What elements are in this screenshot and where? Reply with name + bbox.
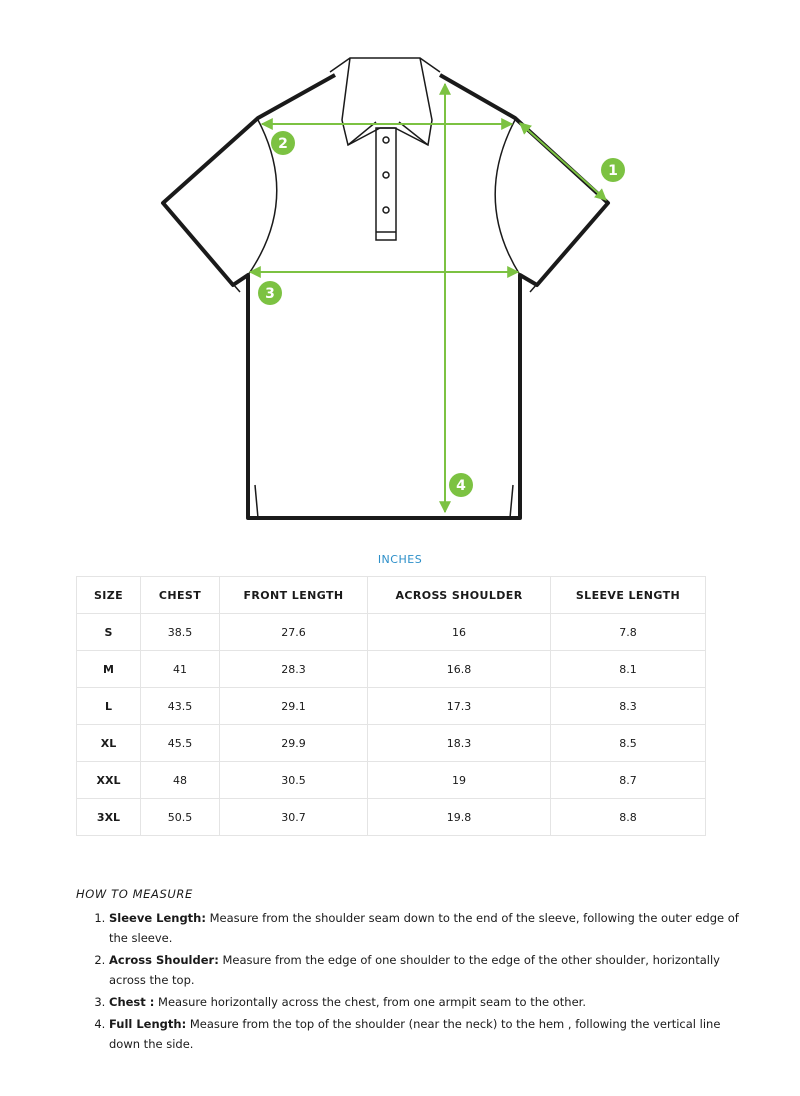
- list-item-sep: :: [214, 953, 219, 967]
- table-row: [77, 762, 706, 799]
- marker-2-label: 2: [278, 136, 288, 152]
- polo-shirt-diagram: [0, 0, 800, 540]
- how-to-measure-list: [76, 908, 739, 1056]
- list-item: [109, 1014, 739, 1054]
- list-item-sep: :: [181, 1017, 187, 1031]
- list-item: [109, 908, 739, 948]
- across-shoulder-cell: 16.8: [368, 651, 551, 688]
- front-length-cell: 29.1: [220, 688, 368, 725]
- sleeve-length-cell: 8.8: [551, 799, 706, 836]
- measure-lines: [250, 84, 606, 512]
- header-size: SIZE: [77, 577, 141, 614]
- list-item: [109, 950, 739, 990]
- marker-4: [449, 473, 473, 497]
- size-cell: XL: [77, 725, 141, 762]
- list-item-sep: :: [145, 995, 155, 1009]
- across-shoulder-cell: 16: [368, 614, 551, 651]
- header-chest: CHEST: [141, 577, 220, 614]
- across-shoulder-cell: 18.3: [368, 725, 551, 762]
- front-length-cell: 30.5: [220, 762, 368, 799]
- size-cell: 3XL: [77, 799, 141, 836]
- size-cell: L: [77, 688, 141, 725]
- chest-cell: 38.5: [141, 614, 220, 651]
- button-top: [383, 137, 389, 143]
- marker-3: [258, 281, 282, 305]
- list-item-label: Chest: [109, 995, 146, 1009]
- header-sleeve-length: SLEEVE LENGTH: [551, 577, 706, 614]
- sleeve-length-cell: 7.8: [551, 614, 706, 651]
- across-shoulder-cell: 19: [368, 762, 551, 799]
- marker-4-label: 4: [456, 478, 466, 494]
- size-cell: M: [77, 651, 141, 688]
- across-shoulder-cell: 17.3: [368, 688, 551, 725]
- header-front-length: FRONT LENGTH: [220, 577, 368, 614]
- size-cell: XXL: [77, 762, 141, 799]
- size-chart-table: [76, 576, 706, 836]
- list-item-text: Measure from the edge of one shoulder to the edge of the other shoulder, horizontally across the top.: [109, 953, 720, 987]
- front-length-cell: 28.3: [220, 651, 368, 688]
- table-row: [77, 725, 706, 762]
- sleeve-length-cell: 8.1: [551, 651, 706, 688]
- shirt-details: [170, 58, 600, 518]
- table-row: [77, 799, 706, 836]
- list-item-text: Measure horizontally across the chest, from one armpit seam to the other.: [154, 995, 586, 1009]
- chest-cell: 43.5: [141, 688, 220, 725]
- chest-cell: 50.5: [141, 799, 220, 836]
- chest-cell: 45.5: [141, 725, 220, 762]
- front-length-cell: 27.6: [220, 614, 368, 651]
- table-row: [77, 651, 706, 688]
- list-item-label: Full Length: [109, 1017, 182, 1031]
- list-item-label: Sleeve Length: [109, 911, 202, 925]
- list-item-sep: :: [201, 911, 206, 925]
- list-item-text: Measure from the shoulder seam down to the end of the sleeve, following the outer edge of the sleeve.: [109, 911, 739, 945]
- button-bottom: [383, 207, 389, 213]
- list-item: [109, 992, 739, 1012]
- button-middle: [383, 172, 389, 178]
- sleeve-length-line: [520, 123, 606, 200]
- table-header-row: [77, 577, 706, 614]
- across-shoulder-cell: 19.8: [368, 799, 551, 836]
- sleeve-length-cell: 8.3: [551, 688, 706, 725]
- front-length-cell: 29.9: [220, 725, 368, 762]
- marker-2: [271, 131, 295, 155]
- marker-1-label: 1: [608, 163, 618, 179]
- header-across-shoulder: ACROSS SHOULDER: [368, 577, 551, 614]
- chest-cell: 41: [141, 651, 220, 688]
- measure-markers: [258, 131, 625, 497]
- sleeve-length-cell: 8.5: [551, 725, 706, 762]
- list-item-text: Measure from the top of the shoulder (near the neck) to the hem , following the vertical line down the side.: [109, 1017, 721, 1051]
- size-cell: S: [77, 614, 141, 651]
- marker-1: [601, 158, 625, 182]
- marker-3-label: 3: [265, 286, 275, 302]
- sleeve-length-cell: 8.7: [551, 762, 706, 799]
- how-to-measure-title: HOW TO MEASURE: [76, 887, 193, 901]
- unit-label: INCHES: [377, 553, 423, 566]
- table-row: [77, 688, 706, 725]
- front-length-cell: 30.7: [220, 799, 368, 836]
- chest-cell: 48: [141, 762, 220, 799]
- table-row: [77, 614, 706, 651]
- list-item-label: Across Shoulder: [109, 953, 215, 967]
